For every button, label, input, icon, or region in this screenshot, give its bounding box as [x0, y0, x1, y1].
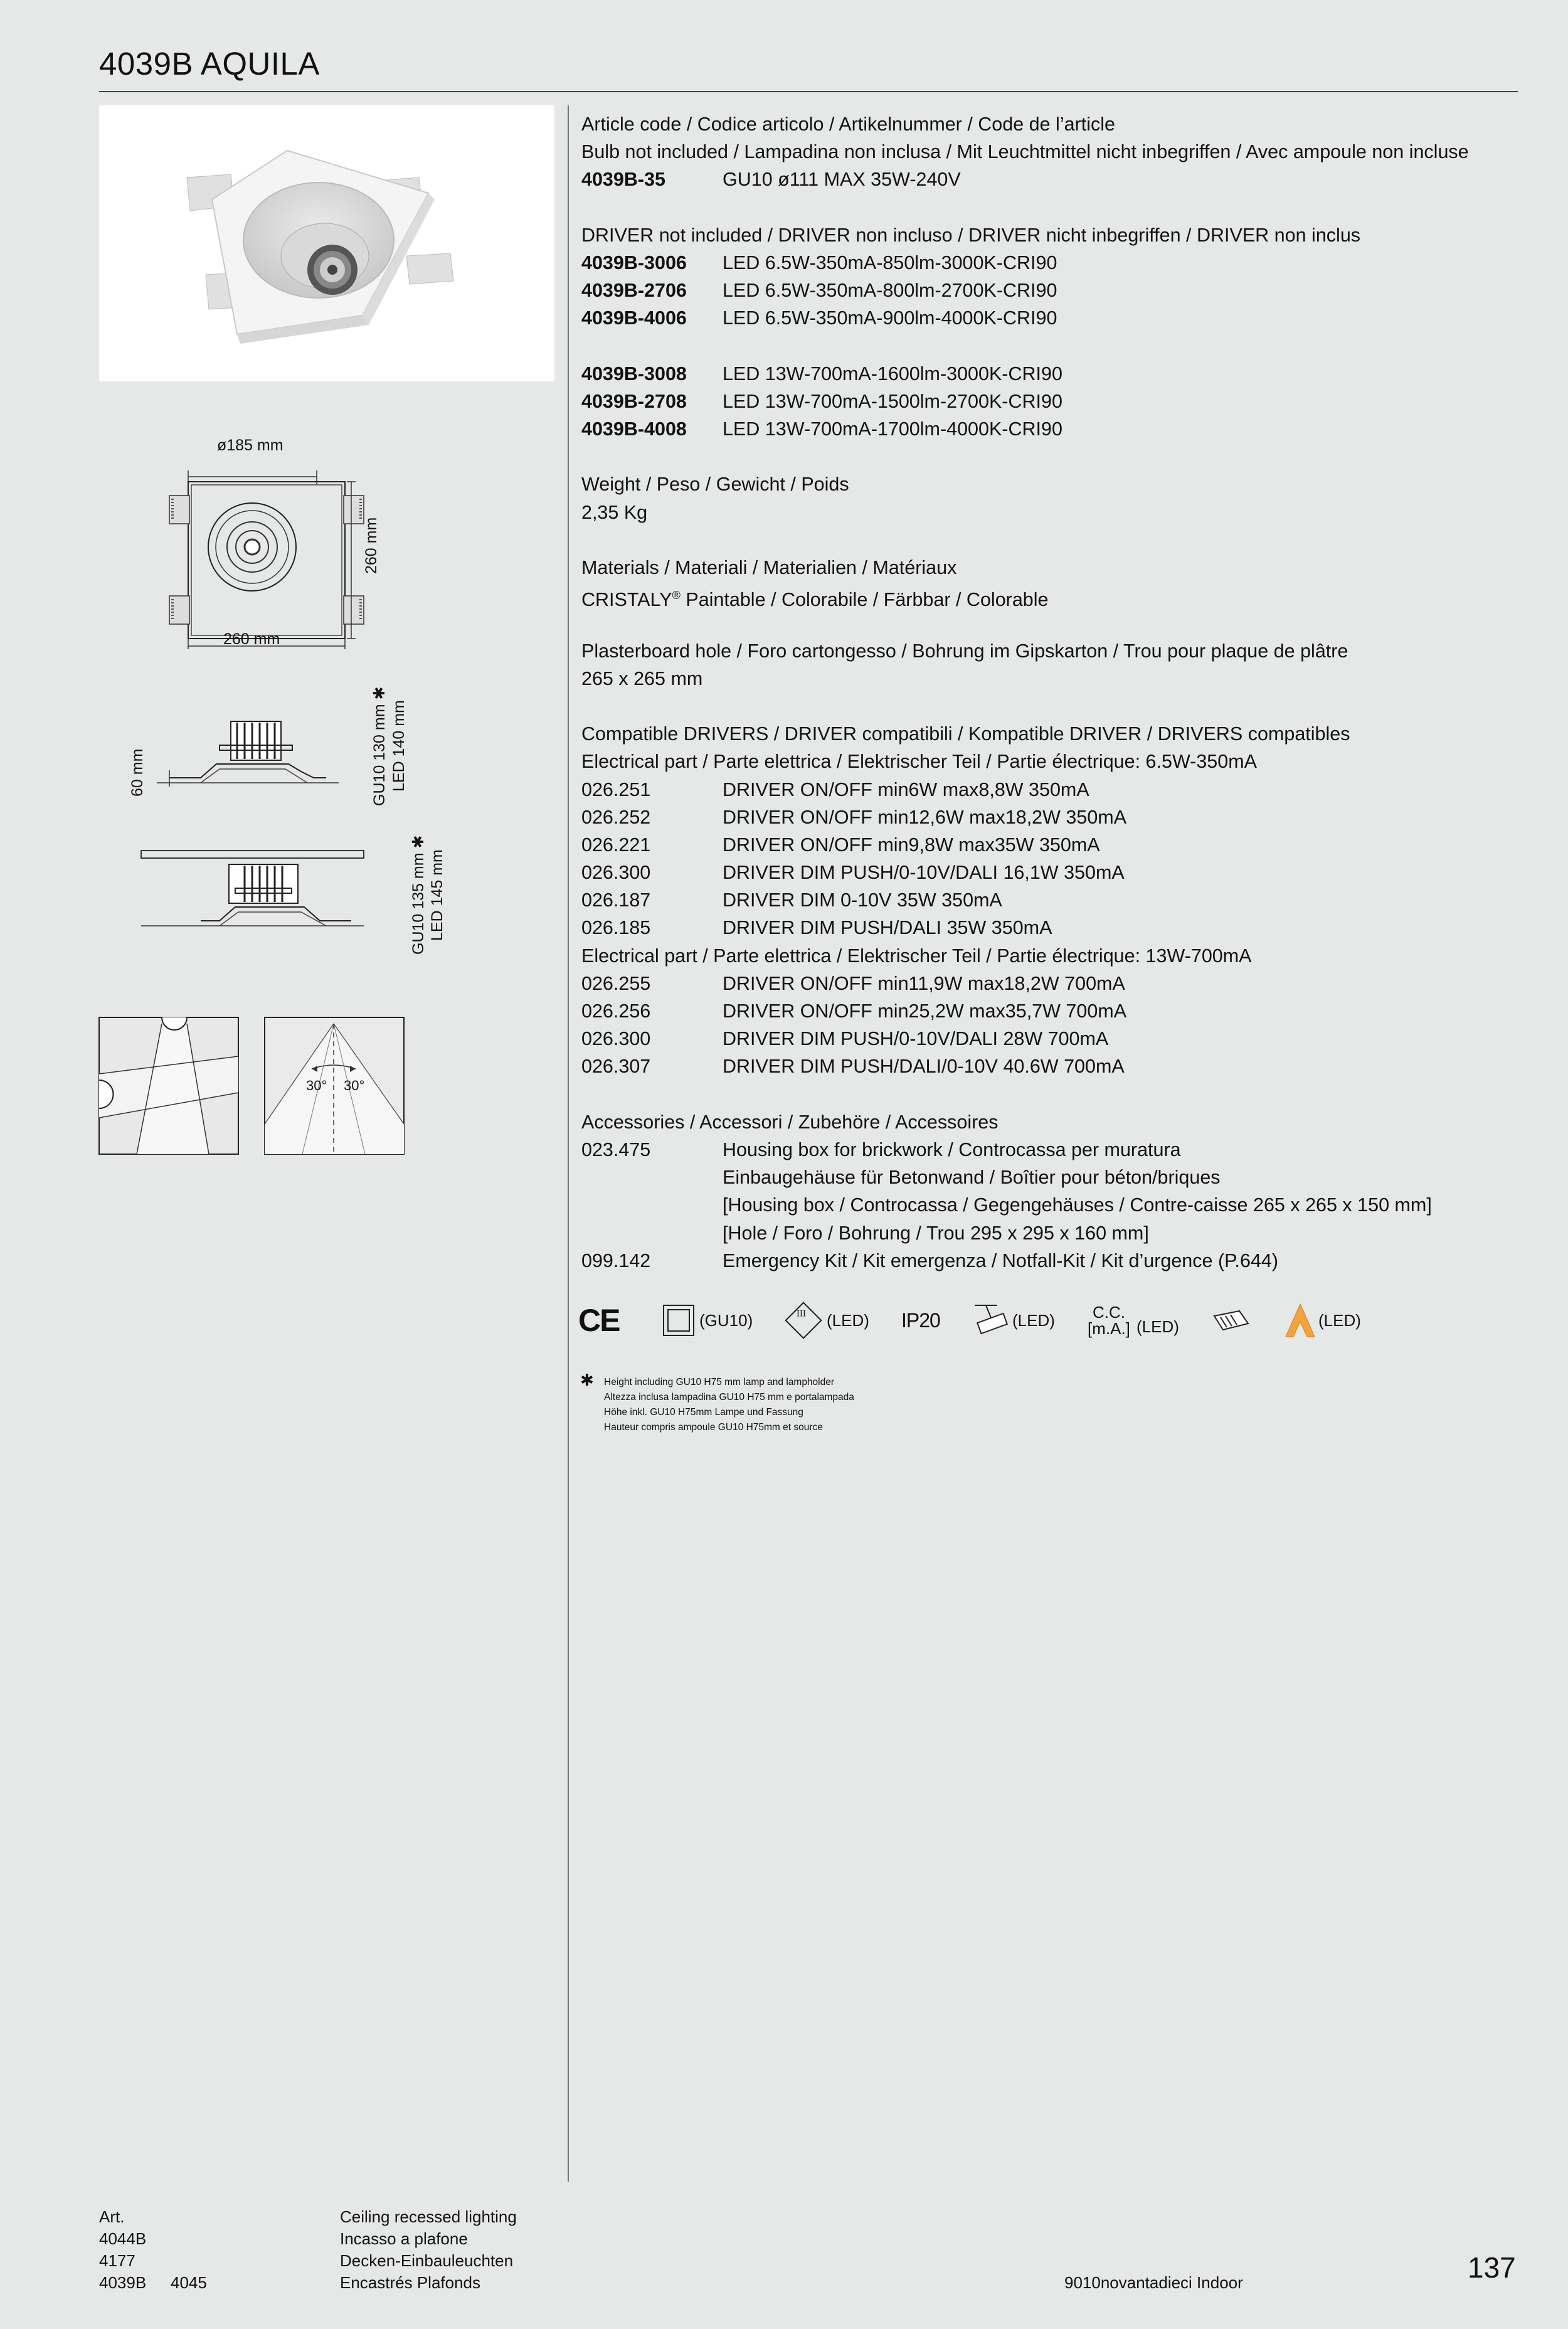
led-article-row-code: 4039B-4008 — [581, 418, 687, 440]
article-heading: Article code / Codice articolo / Artikelnummer / Code de l’article — [581, 114, 1115, 135]
driver-row — [581, 1025, 1510, 1053]
square-lamp-icon — [663, 1305, 694, 1336]
driver-row-desc: DRIVER ON/OFF min11,9W max18,2W 700mA — [723, 972, 1125, 994]
accessory-desc-line: [Housing box / Controcassa / Gegengehäuses / Contre-caisse 265 x 265 x 150 mm] — [723, 1194, 1432, 1216]
accessory-code: 099.142 — [581, 1249, 651, 1271]
footnote — [580, 1371, 854, 1435]
footer-category — [340, 2206, 517, 2294]
driver-row-code: 026.187 — [581, 889, 651, 911]
footer-art-line: 4044B — [99, 2229, 147, 2248]
driver-row — [581, 776, 1510, 804]
electrical-part-a: Electrical part / Parte elettrica / Elektrischer Teil / Partie électrique: 6.5W-350mA — [581, 751, 1257, 773]
bulb-note: Bulb not included / Lampadina non inclusa / Mit Leuchtmittel nicht inbegriffen / Avec ampoule non incluse — [581, 141, 1469, 163]
cc-badge — [1088, 1298, 1130, 1342]
led-article-row-desc: LED 13W-700mA-1500lm-2700K-CRI90 — [723, 390, 1062, 412]
registered-mark: ® — [672, 589, 681, 602]
driver-row-desc: DRIVER DIM 0-10V 35W 350mA — [723, 889, 1002, 911]
main-article-row — [581, 166, 1510, 193]
materials-value — [581, 581, 1510, 609]
dim-height-label: 260 mm — [363, 517, 380, 574]
dim-diameter: ø185 mm — [217, 437, 283, 454]
side-height-label: 60 mm — [129, 748, 146, 797]
accessory-row — [581, 1247, 1510, 1275]
led-article-row-desc: LED 6.5W-350mA-900lm-4000K-CRI90 — [723, 307, 1057, 329]
ce-icon: CE — [578, 1303, 620, 1338]
footer-articles — [99, 2206, 146, 2294]
adjustable-badge — [972, 1298, 1055, 1342]
beam-diagram-tilt — [99, 1017, 240, 1155]
driver-row-desc: DRIVER ON/OFF min12,6W max18,2W 350mA — [723, 806, 1127, 828]
materials-text: Paintable / Colorabile / Färbbar / Colorable — [680, 589, 1049, 611]
led-article-row — [581, 415, 1510, 443]
paintable-badge — [1212, 1298, 1252, 1342]
angle-left-label: 30° — [306, 1078, 327, 1093]
page-title: 4039B AQUILA — [99, 46, 320, 82]
accessory-desc: Emergency Kit / Kit emergenza / Notfall-Kit / Kit d’urgence (P.644) — [723, 1249, 1279, 1271]
side1-gu10-label: GU10 130 mm ✱ — [371, 686, 388, 806]
driver-row-code: 026.256 — [581, 1000, 651, 1022]
led-flame-icon — [1285, 1303, 1316, 1338]
product-photo — [99, 105, 554, 381]
side2-gu10-label: GU10 135 mm ✱ — [410, 835, 427, 955]
led-article-row-code: 4039B-2708 — [581, 390, 687, 412]
driver-row-code: 026.300 — [581, 862, 651, 884]
column-divider — [568, 105, 569, 2182]
gu10-label: (GU10) — [699, 1310, 753, 1330]
led-article-row-desc: LED 13W-700mA-1600lm-3000K-CRI90 — [723, 363, 1062, 385]
certification-icons — [578, 1298, 1394, 1342]
footer-art-extra: 4045 — [171, 2273, 207, 2292]
led-article-row-code: 4039B-2706 — [581, 280, 687, 302]
footer-art-label: Art. — [99, 2207, 125, 2226]
beam-diagram-angle — [265, 1017, 406, 1155]
side2-led-label: LED 145 mm — [428, 849, 446, 941]
led-article-row-desc: LED 6.5W-350mA-850lm-3000K-CRI90 — [723, 252, 1057, 273]
category-line: Decken-Einbauleuchten — [340, 2251, 514, 2270]
weight-heading: Weight / Peso / Gewicht / Poids — [581, 474, 849, 496]
ce-mark — [578, 1298, 619, 1342]
footnote-line: Hauteur compris ampoule GU10 H75mm et source — [604, 1422, 823, 1433]
driver-row — [581, 886, 1510, 914]
spec-column — [581, 110, 1510, 1275]
ip20-label: IP20 — [901, 1308, 940, 1332]
driver-row — [581, 997, 1510, 1025]
driver-row-code: 026.300 — [581, 1028, 651, 1050]
driver-row-code: 026.307 — [581, 1056, 651, 1078]
category-line: Incasso a plafone — [340, 2229, 468, 2248]
led-article-row-code: 4039B-3008 — [581, 363, 687, 385]
hole-value: 265 x 265 mm — [581, 667, 703, 689]
footnote-line: Altezza inclusa lampadina GU10 H75 mm e portalampada — [604, 1392, 854, 1403]
driver-row-desc: DRIVER ON/OFF min9,8W max35W 350mA — [723, 834, 1100, 856]
driver-row-desc: DRIVER DIM PUSH/DALI/0-10V 40.6W 700mA — [723, 1056, 1125, 1078]
asterisk-icon: ✱ — [580, 1371, 594, 1389]
article-code: 4039B-35 — [581, 169, 665, 191]
side-view-1-drawing — [157, 709, 339, 790]
category-line: Ceiling recessed lighting — [340, 2207, 517, 2226]
accessory-desc-line: Einbaugehäuse für Betonwand / Boîtier pour béton/briques — [723, 1167, 1221, 1189]
driver-row — [581, 831, 1510, 859]
accessory-desc-line: [Hole / Foro / Bohrung / Trou 295 x 295 x 160 mm] — [723, 1222, 1149, 1244]
top-view-drawing — [160, 470, 386, 652]
led-label: (LED) — [1318, 1310, 1361, 1330]
led-source-badge — [1285, 1298, 1361, 1342]
driver-row-desc: DRIVER DIM PUSH/DALI 35W 350mA — [723, 917, 1052, 939]
materials-heading: Materials / Materiali / Materialien / Matériaux — [581, 557, 957, 578]
side-view-2-drawing — [138, 846, 364, 933]
driver-row — [581, 859, 1510, 886]
dim-width-label: 260 mm — [223, 630, 280, 648]
driver-row-desc: DRIVER DIM PUSH/0-10V/DALI 28W 700mA — [723, 1028, 1109, 1050]
driver-row — [581, 914, 1510, 942]
drivers-heading: Compatible DRIVERS / DRIVER compatibili / Kompatible DRIVER / DRIVERS compatibles — [581, 723, 1350, 745]
led-article-row — [581, 277, 1510, 304]
accessory-desc: Housing box for brickwork / Controcassa per muratura — [723, 1138, 1181, 1160]
gu10-badge — [663, 1298, 753, 1342]
footer-art-line: 4177 — [99, 2251, 135, 2270]
driver-row — [581, 1053, 1510, 1080]
footer-art-line: 4039B — [99, 2273, 147, 2292]
footnote-line: Height including GU10 H75 mm lamp and lampholder — [604, 1377, 835, 1387]
electrical-part-b: Electrical part / Parte elettrica / Elektrischer Teil / Partie électrique: 13W-700mA — [581, 945, 1252, 967]
driver-row-desc: DRIVER ON/OFF min25,2W max35,7W 700mA — [723, 1000, 1127, 1022]
driver-row — [581, 970, 1510, 997]
adjustable-spot-icon — [972, 1300, 1010, 1340]
footnote-line: Höhe inkl. GU10 H75mm Lampe und Fassung — [604, 1407, 803, 1418]
driver-row-code: 026.251 — [581, 778, 651, 800]
angle-right-label: 30° — [344, 1078, 365, 1093]
accessories-heading: Accessories / Accessori / Zubehöre / Accessoires — [581, 1111, 999, 1133]
category-line: Encastrés Plafonds — [340, 2273, 481, 2292]
led-label: (LED) — [1012, 1310, 1055, 1330]
driver-row-code: 026.221 — [581, 834, 651, 856]
ma-label: [m.A.] — [1088, 1319, 1130, 1338]
cc-led — [1136, 1305, 1179, 1349]
driver-row-code: 026.255 — [581, 972, 651, 994]
driver-note: DRIVER not included / DRIVER non incluso / DRIVER nicht inbegriffen / DRIVER non inclus — [581, 224, 1361, 246]
paintable-plaster-icon — [1212, 1305, 1252, 1336]
led-label: (LED) — [1136, 1317, 1179, 1336]
header-rule — [99, 91, 1518, 92]
driver-row-desc: DRIVER DIM PUSH/0-10V/DALI 16,1W 350mA — [723, 862, 1125, 884]
led-article-row — [581, 360, 1510, 388]
hole-heading: Plasterboard hole / Foro cartongesso / Bohrung im Gipskarton / Trou pour plaque de plâtre — [581, 640, 1348, 662]
side1-led-label: LED 140 mm — [390, 700, 408, 792]
led-article-row — [581, 304, 1510, 332]
cc-label: C.C. — [1092, 1303, 1125, 1322]
page-number: 137 — [1468, 2251, 1516, 2284]
accessory-code: 023.475 — [581, 1138, 651, 1160]
led-article-row-desc: LED 13W-700mA-1700lm-4000K-CRI90 — [723, 418, 1062, 440]
driver-row-code: 026.252 — [581, 806, 651, 828]
accessory-row — [581, 1136, 1510, 1164]
driver-row-code: 026.185 — [581, 917, 651, 939]
led-label: (LED) — [827, 1310, 869, 1330]
led-article-row-code: 4039B-4006 — [581, 307, 687, 329]
driver-row-desc: DRIVER ON/OFF min6W max8,8W 350mA — [723, 778, 1089, 800]
ip-badge — [901, 1298, 940, 1342]
driver-row — [581, 804, 1510, 831]
footer-brand: 9010novantadieci Indoor — [1064, 2273, 1243, 2292]
led-article-row — [581, 388, 1510, 415]
led-article-row — [581, 249, 1510, 277]
led-article-row-desc: LED 6.5W-350mA-800lm-2700K-CRI90 — [723, 280, 1057, 302]
weight-value: 2,35 Kg — [581, 501, 648, 523]
materials-brand: CRISTALY — [581, 589, 672, 611]
led-article-row-code: 4039B-3006 — [581, 252, 687, 273]
article-desc: GU10 ø111 MAX 35W-240V — [723, 169, 961, 191]
class3-badge — [785, 1298, 869, 1342]
class-iii-icon: III — [785, 1302, 822, 1339]
